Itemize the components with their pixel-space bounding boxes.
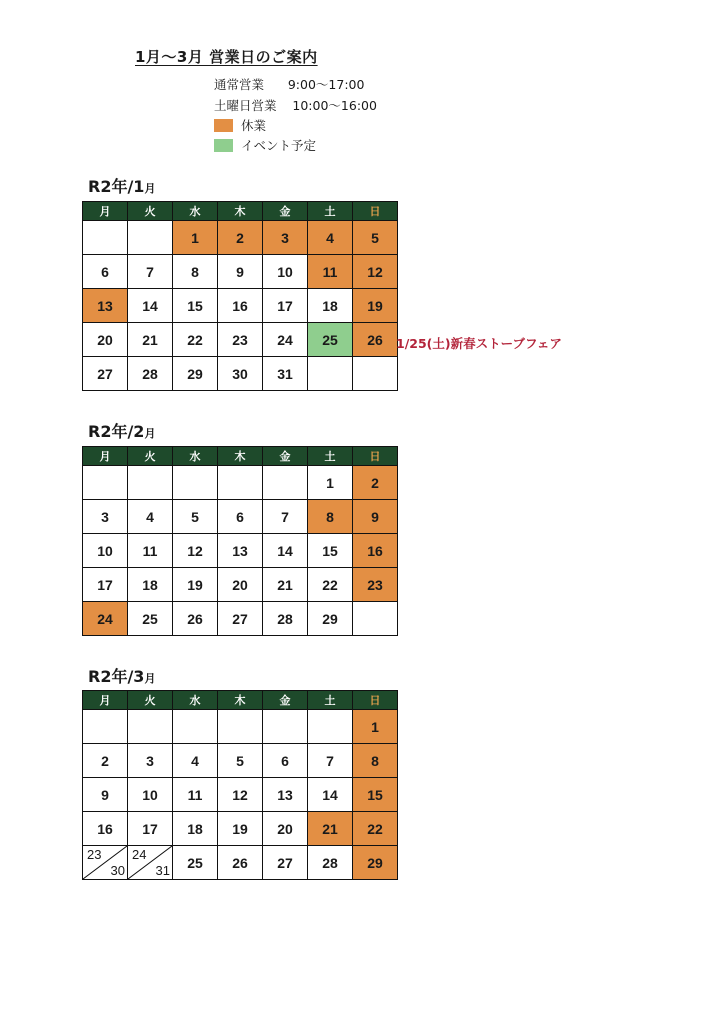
weekday-hours: 通常営業 9:00～17:00 — [214, 77, 365, 92]
empty-day-cell — [353, 602, 398, 636]
day-cell: 6 — [263, 744, 308, 778]
day-cell: 5 — [218, 744, 263, 778]
day-cell: 11 — [173, 778, 218, 812]
empty-day-cell — [263, 710, 308, 744]
day-cell: 16 — [353, 534, 398, 568]
day-cell: 10 — [263, 255, 308, 289]
calendar-week-row — [83, 778, 398, 812]
day-number-second: 31 — [155, 863, 170, 878]
day-cell: 10 — [128, 778, 173, 812]
day-cell: 2 — [83, 744, 128, 778]
weekday-header-row — [83, 202, 398, 221]
day-cell: 20 — [83, 323, 128, 357]
day-cell: 26 — [353, 323, 398, 357]
day-cell: 11 — [128, 534, 173, 568]
weekday-header: 木 — [218, 691, 263, 710]
weekday-header: 月 — [83, 202, 128, 221]
day-cell: 18 — [128, 568, 173, 602]
day-cell: 14 — [128, 289, 173, 323]
month-heading-jan — [88, 174, 155, 197]
day-cell: 10 — [83, 534, 128, 568]
day-cell: 28 — [128, 357, 173, 391]
day-cell: 4 — [128, 500, 173, 534]
weekday-header-row — [83, 447, 398, 466]
day-cell: 6 — [218, 500, 263, 534]
day-cell: 13 — [263, 778, 308, 812]
legend-event — [214, 136, 316, 154]
day-cell: 20 — [218, 568, 263, 602]
day-cell: 7 — [308, 744, 353, 778]
calendar-february — [82, 446, 398, 636]
day-cell: 15 — [173, 289, 218, 323]
day-cell: 5 — [173, 500, 218, 534]
day-cell: 3 — [83, 500, 128, 534]
day-cell: 13 — [218, 534, 263, 568]
weekday-header: 土 — [308, 202, 353, 221]
day-cell: 23 — [218, 323, 263, 357]
day-cell: 28 — [263, 602, 308, 636]
weekday-header: 金 — [263, 202, 308, 221]
weekday-header: 火 — [128, 202, 173, 221]
empty-day-cell — [308, 357, 353, 391]
empty-day-cell — [218, 710, 263, 744]
weekday-header: 土 — [308, 447, 353, 466]
weekday-header: 金 — [263, 447, 308, 466]
empty-day-cell — [128, 221, 173, 255]
weekday-header: 金 — [263, 691, 308, 710]
day-cell: 26 — [173, 602, 218, 636]
day-cell: 18 — [308, 289, 353, 323]
empty-day-cell — [353, 357, 398, 391]
day-cell: 4 — [173, 744, 218, 778]
month-label: R2年/1 — [88, 177, 145, 196]
day-cell: 22 — [353, 812, 398, 846]
day-cell: 1 — [353, 710, 398, 744]
day-cell: 27 — [83, 357, 128, 391]
day-cell: 27 — [218, 602, 263, 636]
month-heading-feb — [88, 419, 155, 442]
day-cell: 19 — [218, 812, 263, 846]
page-title: 1月～3月 営業日のご案内 — [135, 48, 318, 66]
calendar-week-row — [83, 289, 398, 323]
day-cell: 25 — [128, 602, 173, 636]
split-day-cell — [128, 846, 173, 880]
weekday-header-row — [83, 691, 398, 710]
calendar-week-row — [83, 534, 398, 568]
day-cell: 15 — [353, 778, 398, 812]
calendar-week-row — [83, 323, 398, 357]
weekday-header: 月 — [83, 691, 128, 710]
day-cell: 21 — [263, 568, 308, 602]
saturday-hours: 土曜日営業 10:00～16:00 — [214, 98, 377, 113]
day-cell: 19 — [173, 568, 218, 602]
day-cell: 25 — [173, 846, 218, 880]
legend-closed-label: 休業 — [241, 118, 267, 133]
empty-day-cell — [173, 710, 218, 744]
day-cell: 24 — [83, 602, 128, 636]
day-cell: 2 — [353, 466, 398, 500]
empty-day-cell — [83, 221, 128, 255]
empty-day-cell — [218, 466, 263, 500]
empty-day-cell — [83, 466, 128, 500]
day-cell: 7 — [263, 500, 308, 534]
day-cell: 27 — [263, 846, 308, 880]
day-number-first: 24 — [132, 847, 147, 862]
day-cell: 20 — [263, 812, 308, 846]
day-cell: 28 — [308, 846, 353, 880]
calendar-week-row — [83, 846, 398, 880]
day-cell: 23 — [353, 568, 398, 602]
day-cell: 12 — [353, 255, 398, 289]
day-cell: 17 — [83, 568, 128, 602]
weekday-header: 日 — [353, 691, 398, 710]
weekday-header: 月 — [83, 447, 128, 466]
calendar-week-row — [83, 221, 398, 255]
calendar-week-row — [83, 255, 398, 289]
day-cell: 8 — [353, 744, 398, 778]
calendar-week-row — [83, 812, 398, 846]
day-cell: 7 — [128, 255, 173, 289]
calendar-january — [82, 201, 398, 391]
calendar-week-row — [83, 568, 398, 602]
day-cell: 14 — [308, 778, 353, 812]
month-label: R2年/2 — [88, 422, 145, 441]
day-cell: 17 — [263, 289, 308, 323]
split-day-cell — [83, 846, 128, 880]
day-cell: 19 — [353, 289, 398, 323]
day-cell: 9 — [218, 255, 263, 289]
day-cell: 31 — [263, 357, 308, 391]
day-cell: 16 — [218, 289, 263, 323]
empty-day-cell — [128, 710, 173, 744]
weekday-header: 火 — [128, 447, 173, 466]
calendar-week-row — [83, 602, 398, 636]
empty-day-cell — [263, 466, 308, 500]
day-cell: 17 — [128, 812, 173, 846]
day-cell: 18 — [173, 812, 218, 846]
day-cell: 29 — [173, 357, 218, 391]
weekday-header: 水 — [173, 202, 218, 221]
day-cell: 4 — [308, 221, 353, 255]
day-cell: 26 — [218, 846, 263, 880]
weekday-header: 水 — [173, 447, 218, 466]
day-cell: 16 — [83, 812, 128, 846]
day-number-second: 30 — [110, 863, 125, 878]
calendar-week-row — [83, 710, 398, 744]
weekday-header: 日 — [353, 447, 398, 466]
legend-event-label: イベント予定 — [241, 138, 317, 153]
empty-day-cell — [308, 710, 353, 744]
calendar-week-row — [83, 500, 398, 534]
day-cell: 25 — [308, 323, 353, 357]
calendar-march — [82, 690, 398, 880]
event-swatch — [214, 139, 233, 152]
day-cell: 3 — [128, 744, 173, 778]
day-cell: 11 — [308, 255, 353, 289]
day-number-first: 23 — [87, 847, 102, 862]
event-note: 1/25(土)新春ストーブフェア — [396, 336, 562, 351]
calendar-week-row — [83, 357, 398, 391]
empty-day-cell — [83, 710, 128, 744]
day-cell: 13 — [83, 289, 128, 323]
day-cell: 30 — [218, 357, 263, 391]
legend-closed — [214, 116, 266, 134]
empty-day-cell — [173, 466, 218, 500]
day-cell: 22 — [173, 323, 218, 357]
day-cell: 14 — [263, 534, 308, 568]
month-label: R2年/3 — [88, 667, 145, 686]
weekday-header: 水 — [173, 691, 218, 710]
day-cell: 3 — [263, 221, 308, 255]
closed-swatch — [214, 119, 233, 132]
day-cell: 12 — [173, 534, 218, 568]
empty-day-cell — [128, 466, 173, 500]
month-unit: 月 — [144, 672, 156, 685]
day-cell: 1 — [173, 221, 218, 255]
day-cell: 5 — [353, 221, 398, 255]
weekday-header: 土 — [308, 691, 353, 710]
day-cell: 1 — [308, 466, 353, 500]
month-heading-mar — [88, 664, 155, 687]
day-cell: 29 — [353, 846, 398, 880]
day-cell: 9 — [83, 778, 128, 812]
month-unit: 月 — [144, 182, 156, 195]
day-cell: 2 — [218, 221, 263, 255]
calendar-week-row — [83, 744, 398, 778]
weekday-header: 火 — [128, 691, 173, 710]
day-cell: 15 — [308, 534, 353, 568]
day-cell: 12 — [218, 778, 263, 812]
month-unit: 月 — [144, 427, 156, 440]
day-cell: 21 — [308, 812, 353, 846]
day-cell: 8 — [308, 500, 353, 534]
weekday-header: 木 — [218, 447, 263, 466]
day-cell: 21 — [128, 323, 173, 357]
day-cell: 8 — [173, 255, 218, 289]
calendar-week-row — [83, 466, 398, 500]
day-cell: 22 — [308, 568, 353, 602]
day-cell: 6 — [83, 255, 128, 289]
weekday-header: 日 — [353, 202, 398, 221]
day-cell: 24 — [263, 323, 308, 357]
weekday-header: 木 — [218, 202, 263, 221]
day-cell: 29 — [308, 602, 353, 636]
day-cell: 9 — [353, 500, 398, 534]
